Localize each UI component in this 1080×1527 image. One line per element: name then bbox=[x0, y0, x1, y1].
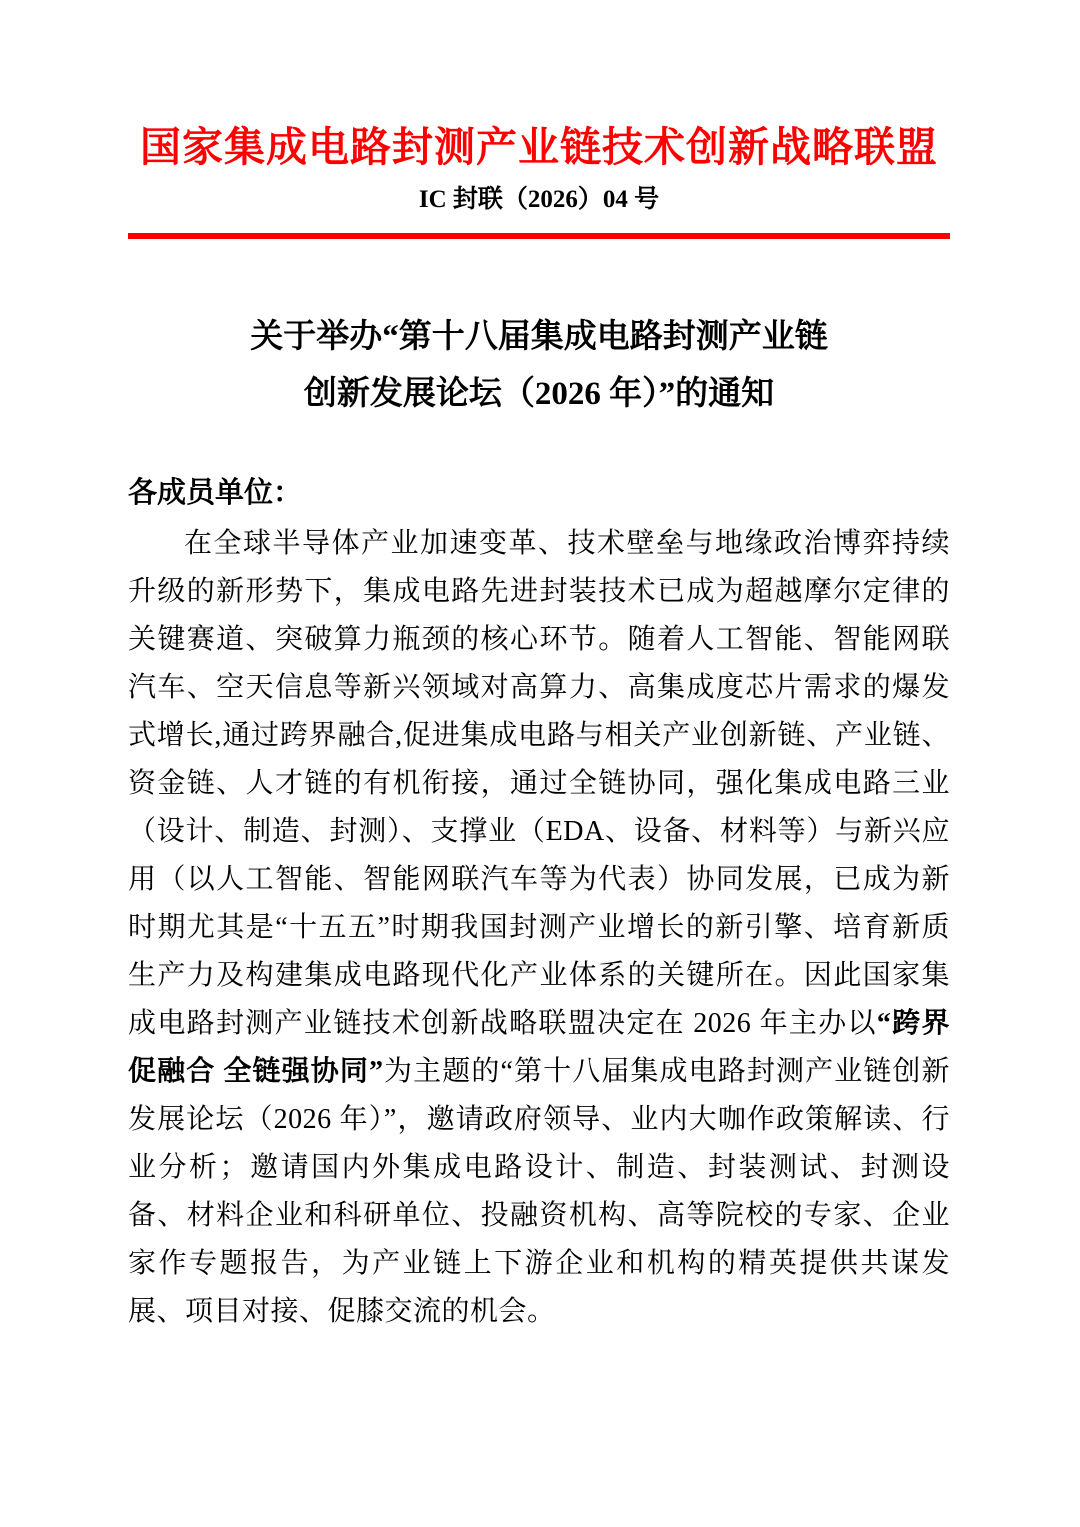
notice-title-line-1: 关于举办“第十八届集成电路封测产业链 bbox=[250, 318, 828, 355]
letterhead-org-title: 国家集成电路封测产业链技术创新战略联盟 bbox=[140, 124, 938, 170]
notice-body-paragraph bbox=[128, 520, 950, 1336]
letterhead-divider-rule bbox=[128, 233, 950, 239]
paragraph-segment-bold: “跨界促融合 全链强协同” bbox=[128, 1008, 950, 1088]
paragraph-segment: 在全球半导体产业加速变革、技术壁垒与地缘政治博弈持续升级的新形势下，集成电路先进封装技术已成为超越摩尔定律的关键赛道、突破算力瓶颈的核心环节。随着人工智能、智能网联汽车、空天信息等新兴领域对高算力、高集成度芯片需求的爆发式增长,通过跨界融合,促进集成电路与相关产业创新链、产业链、资金链、人才链的有机衔接，通过全链协同，强化集成电路三业（设计、制造、封测）、支撑业（EDA、设备、材料等）与新兴应用（以人工智能、智能网联汽车等为代表）协同发展，已成为新时期尤其是“十五五”时期我国封测产业增长的新引擎、培育新质生产力及构建集成电路现代化产业体系的关键所在。因此国家集成电路封测产业链技术创新战略联盟决定在 2026 年主办以 bbox=[128, 528, 950, 1040]
document-reference-number: IC 封联（2026）04 号 bbox=[418, 186, 660, 214]
notice-title bbox=[128, 309, 950, 423]
notice-title-line-2: 创新发展论坛（2026 年）”的通知 bbox=[303, 375, 775, 412]
paragraph-segment: 为主题的“第十八届集成电路封测产业链创新发展论坛（2026 年）”，邀请政府领导、业内大咖作政策解读、行业分析；邀请国内外集成电路设计、制造、封装测试、封测设备、材料企业和科研单位、投融资机构、高等院校的专家、企业家作专题报告，为产业链上下游企业和机构的精英提供共谋发展、项目对接、促膝交流的机会。 bbox=[128, 1056, 950, 1328]
salutation: 各成员单位： bbox=[128, 476, 303, 509]
